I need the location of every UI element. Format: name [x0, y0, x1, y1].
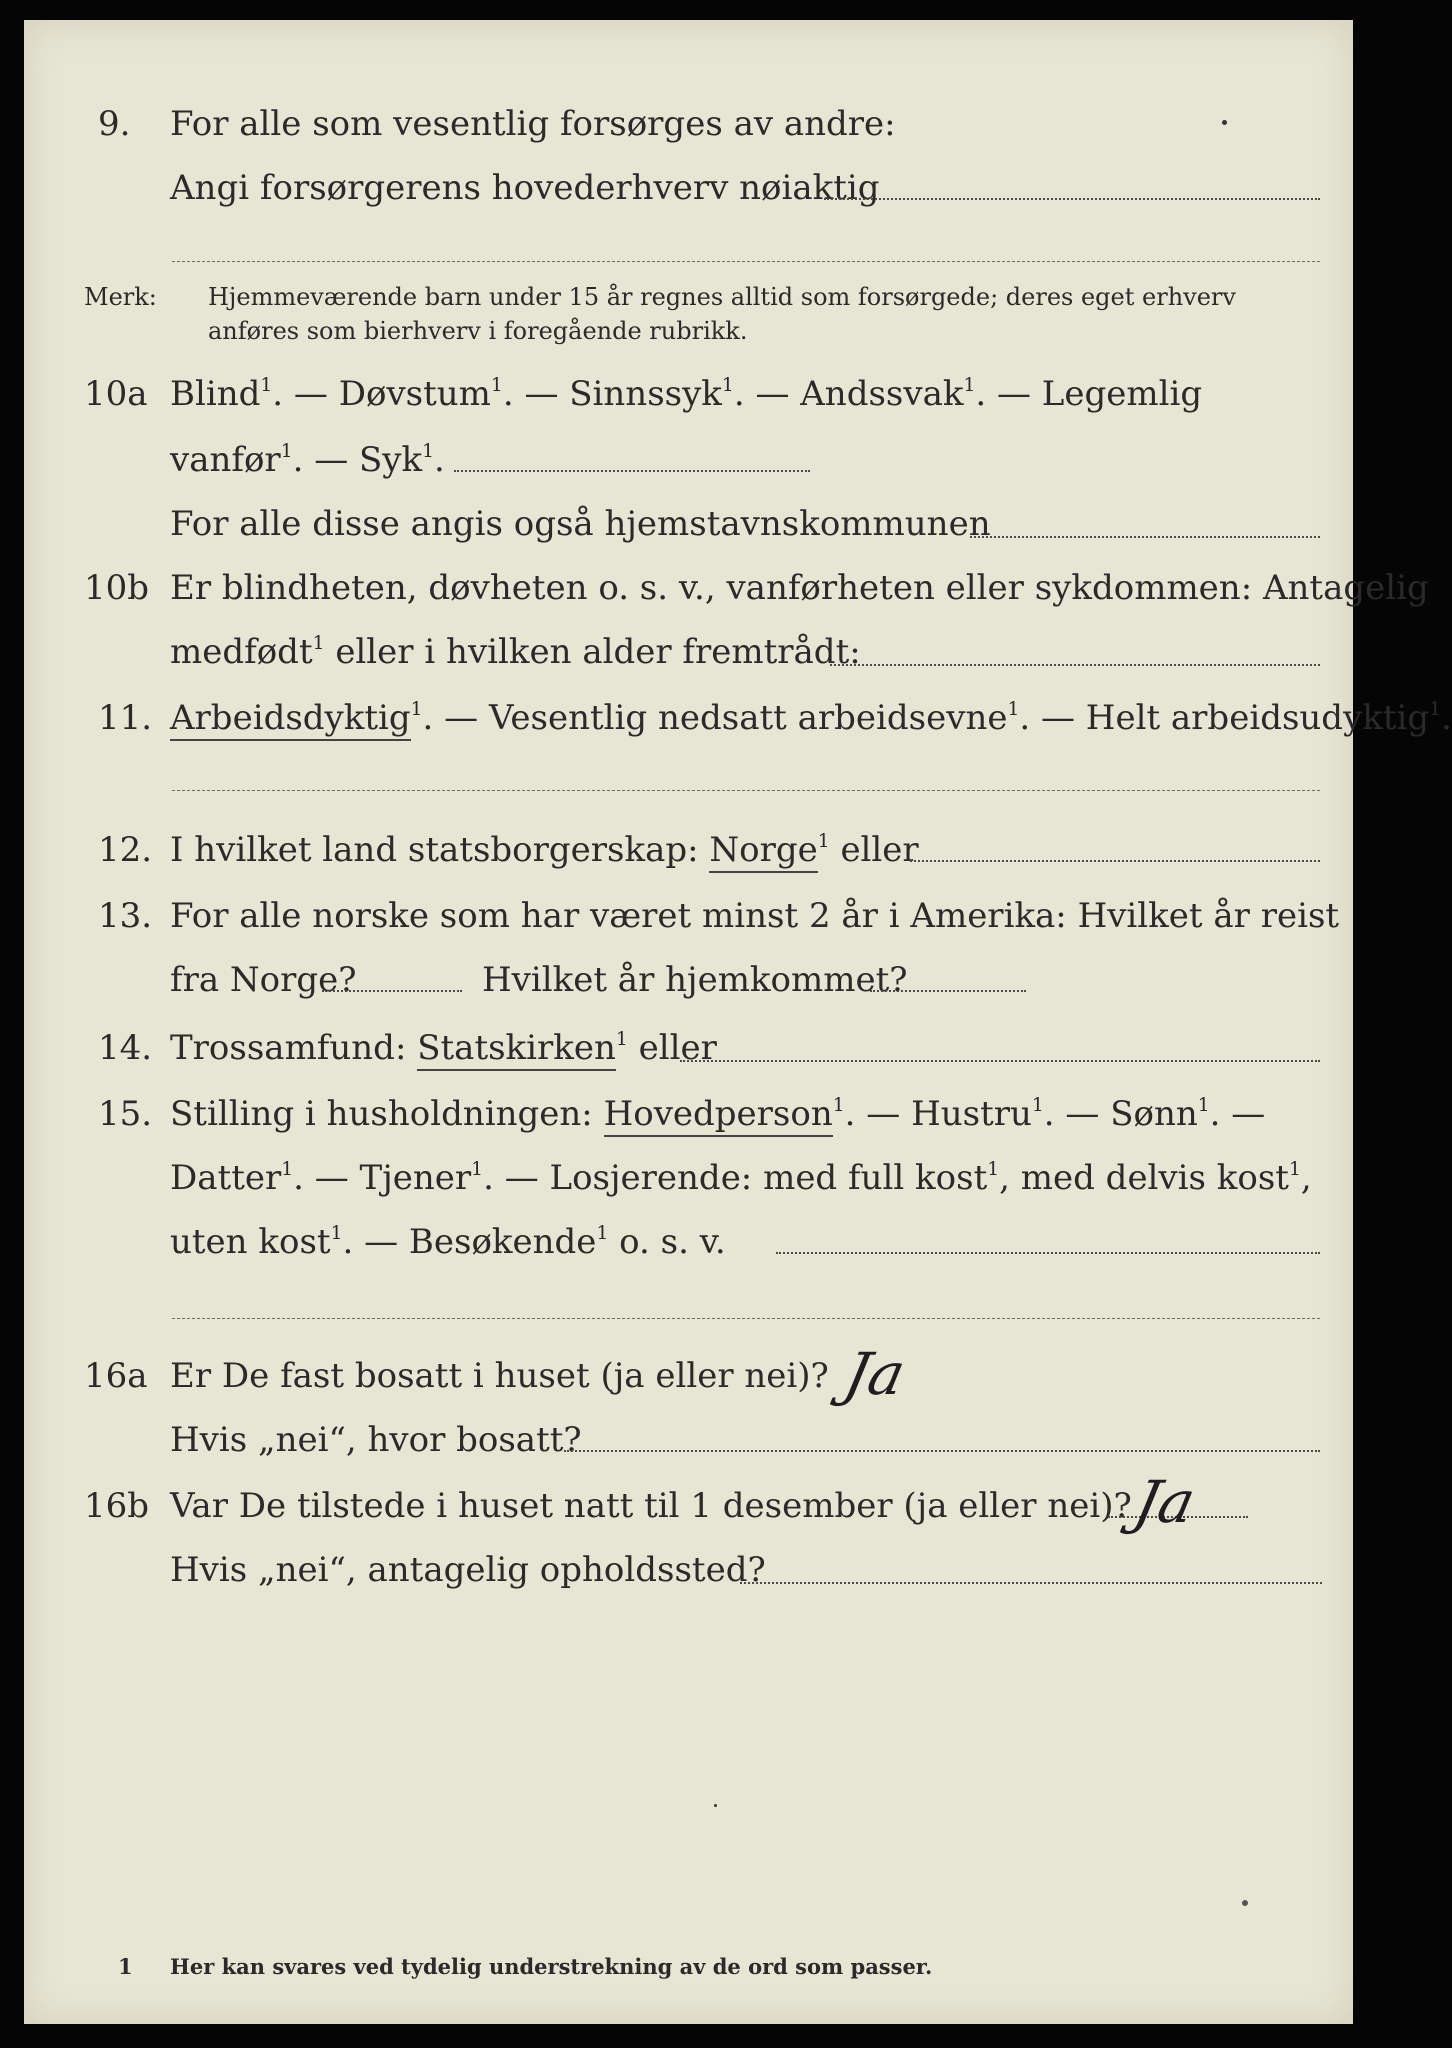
q15-separator-rule [172, 1318, 1320, 1319]
q11-opt-udyktig: — Helt arbeidsudyktig [1040, 698, 1430, 738]
q15-line1: Stilling i husholdningen: Hovedperson$^1$. — Hustru$^1$. — Sønn$^1$. — [170, 1094, 1265, 1134]
q12-answer-underlined: Norge [709, 830, 817, 873]
q10a-opt-sinnssyk: — Sinnssyk [524, 374, 722, 414]
q10a-line1: Blind$^1$. — Døvstum$^1$. — Sinnssyk$^1$. — Andssvak$^1$. — Legemlig [170, 374, 1203, 414]
q11-opt-nedsatt: — Vesentlig nedsatt arbeidsevne [444, 698, 1008, 738]
q16b-handwritten-answer: Ja [1128, 1468, 1202, 1536]
q16b-number: 16b [84, 1486, 150, 1526]
merk-line1: Hjemmeværende barn under 15 år regnes alltid som forsørgede; deres eget erhverv [208, 283, 1236, 311]
q13-hjemkommet-answer-line [870, 990, 1026, 992]
q13-number: 13. [98, 896, 153, 936]
q16a-line1: Er De fast bosatt i huset (ja eller nei)? [170, 1356, 829, 1396]
ink-speck [1242, 1900, 1248, 1906]
q9-number: 9. [98, 104, 131, 144]
q16a-number: 16a [84, 1356, 148, 1396]
q10a-number: 10a [84, 374, 148, 414]
q11-number: 11. [98, 698, 153, 738]
q16b-line1: Var De tilstede i huset natt til 1 desember (ja eller nei)? [170, 1486, 1132, 1526]
q10a-opt-syk: — Syk [314, 440, 423, 480]
q13-reist-answer-line [322, 990, 462, 992]
q13-line2a: fra Norge? [170, 960, 357, 1000]
q12-answer-line [910, 860, 1320, 862]
ink-speck [1222, 120, 1227, 125]
q15-answer-underlined: Hovedperson [604, 1094, 833, 1137]
q10a-opt-legemlig: — Legemlig [996, 374, 1203, 414]
merk-label: Merk: [84, 283, 157, 311]
q10a-syk-answer-line [454, 470, 810, 472]
q10b-number: 10b [84, 568, 150, 608]
q9-line2: Angi forsørgerens hovederhverv nøiaktig [170, 168, 880, 208]
q10b-line2: medfødt$^1$ eller i hvilken alder fremtrådt: [170, 632, 861, 672]
q10a-opt-andssvak: — Andssvak [755, 374, 964, 414]
q12-line: I hvilket land statsborgerskap: Norge$^1$ eller [170, 830, 919, 870]
q16a-handwritten-answer: Ja [838, 1340, 912, 1408]
q11-opt-arbeidsdyktig-underlined: Arbeidsdyktig [170, 698, 411, 741]
q14-number: 14. [98, 1028, 153, 1068]
q9-answer-line [824, 198, 1320, 200]
q10a-opt-dovstum: — Døvstum [293, 374, 491, 414]
q14-answer-underlined: Statskirken [417, 1028, 616, 1071]
q11-line1: Arbeidsdyktig$^1$. — Vesentlig nedsatt arbeidsevne$^1$. — Helt arbeidsudyktig$^1$. [170, 698, 1452, 738]
q15-line3: uten kost$^1$. — Besøkende$^1$ o. s. v. [170, 1222, 726, 1262]
q14-answer-line [680, 1060, 1320, 1062]
q13-line1: For alle norske som har været minst 2 år i Amerika: Hvilket år reist [170, 896, 1340, 936]
q10a-line3: For alle disse angis også hjemstavnskommunen [170, 504, 991, 544]
q10a-opt-blind: Blind [170, 374, 261, 414]
ink-speck [714, 1804, 717, 1807]
q15-answer-line [776, 1252, 1320, 1254]
q16a-answer-line [564, 1450, 1320, 1452]
q15-line2: Datter$^1$. — Tjener$^1$. — Losjerende: med full kost$^1$, med delvis kost$^1$, [170, 1158, 1312, 1198]
q9-separator-rule [172, 261, 1320, 262]
q10a-line2: vanfør$^1$. — Syk$^1$. [170, 440, 445, 480]
q12-number: 12. [98, 830, 153, 870]
q16a-line2: Hvis „nei“, hvor bosatt? [170, 1420, 582, 1460]
q13-line2b: Hvilket år hjemkommet? [482, 960, 908, 1000]
merk-line2: anføres som bierhverv i foregående rubrikk. [208, 317, 748, 345]
q16b-line2: Hvis „nei“, antagelig opholdssted? [170, 1550, 766, 1590]
footnote-text: Her kan svares ved tydelig understrekning av de ord som passer. [170, 1954, 933, 1979]
q15-number: 15. [98, 1094, 153, 1134]
census-form-page [24, 20, 1452, 2024]
q14-line: Trossamfund: Statskirken$^1$ eller [170, 1028, 717, 1068]
q10a-opt-vanfor: vanfør [170, 440, 281, 480]
q10b-answer-line [830, 664, 1320, 666]
q16b-opholdssted-answer-line [740, 1582, 1322, 1584]
q10a-kommune-answer-line [970, 536, 1320, 538]
footnote-mark: 1 [118, 1954, 133, 1979]
q9-line1: For alle som vesentlig forsørges av andre: [170, 104, 896, 144]
q10b-line1: Er blindheten, døvheten o. s. v., vanførheten eller sykdommen: Antagelig [170, 568, 1429, 608]
q11-separator-rule [172, 790, 1320, 791]
